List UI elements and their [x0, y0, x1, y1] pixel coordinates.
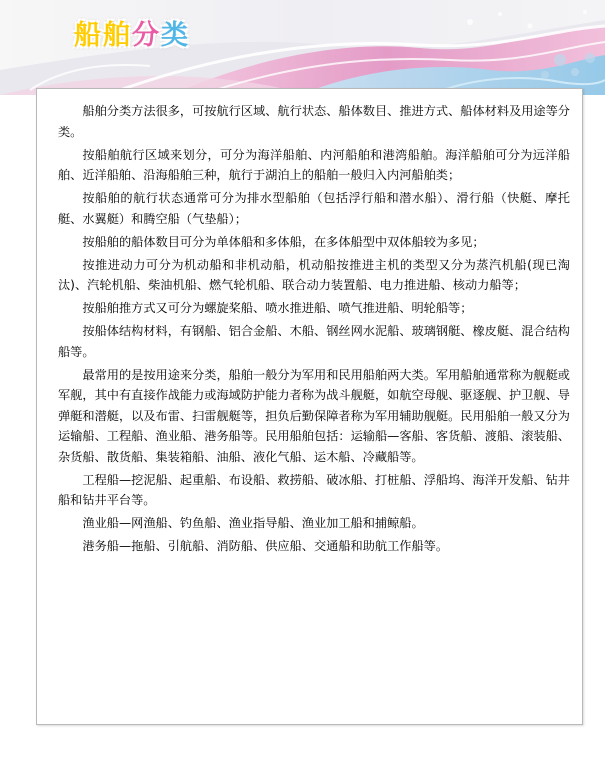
paragraph-harbor-ships: 港务船—拖船、引航船、消防船、供应船、交通船和助航工作船等。 [82, 539, 449, 553]
paragraph-fishery-ships: 渔业船—网渔船、钓鱼船、渔业指导船、渔业加工船和捕鲸船。 [82, 516, 424, 530]
paragraph-engineering-ships: 工程船—挖泥船、起重船、布设船、救捞船、破冰船、打桩船、浮船坞、海洋开发船、钻井船和钻井平台等。 [58, 472, 570, 507]
title-part-pink: 分 [132, 20, 161, 51]
paragraph-hull-count: 按船舶的船体数目可分为单体船和多体船，在多体船型中双体船较为多见； [82, 234, 485, 249]
paragraph-propulsion-method: 按船舶推方式又可分为螺旋桨船、喷水推进船、喷气推进船、明轮船等； [82, 301, 473, 315]
page-title [74, 13, 190, 52]
paragraph-hull-material: 按船体结构材料，有钢船、铝合金船、木船、钢丝网水泥船、玻璃钢艇、橡皮艇、混合结构船等。 [58, 324, 570, 359]
article-body [58, 101, 570, 559]
title-part-blue: 类 [161, 20, 190, 51]
paragraph-usage: 最常用的是按用途来分类，船舶一般分为军用和民用船舶两大类。军用船舶通常称为舰艇或军舰，其中有直接作战能力或海域防护能力者称为战斗舰艇，如航空母舰、驱逐舰、护卫舰、导弹艇和潜艇，以及布雷、扫雷舰艇等，担负后勤保障者称为军用辅助舰艇。民用船舶一般又分为运输船、工程船、渔业船、港务船等。民用船舶包括：运输船—客船、客货船、渡船、滚装船、杂货船、散货船、集装箱船、油船、液化气船、运木船、冷藏船等。 [58, 367, 570, 464]
paragraph-navigation-state: 按船舶的航行状态通常可分为排水型船舶（包括浮行船和潜水船）、滑行船（快艇、摩托艇、水翼艇）和腾空船（气垫船）； [58, 191, 570, 226]
paragraph-intro: 船舶分类方法很多，可按航行区域、航行状态、船体数目、推进方式、船体材料及用途等分类。 [58, 104, 570, 139]
paragraph-propulsion-power: 按推进动力可分为机动船和非机动船，机动船按推进主机的类型又分为蒸汽机船(现已淘汰)、汽轮机船、柴油机船、燃气轮机船、联合动力装置船、电力推进船、核动力船等； [58, 257, 570, 292]
title-part-yellow: 船舶 [74, 20, 132, 51]
paragraph-navigation-area: 按船舶航行区域来划分，可分为海洋船舶、内河船舶和港湾船舶。海洋船舶可分为远洋船舶、近洋船舶、沿海船舶三种，航行于湖泊上的船舶一般归入内河船舶类； [58, 147, 570, 182]
